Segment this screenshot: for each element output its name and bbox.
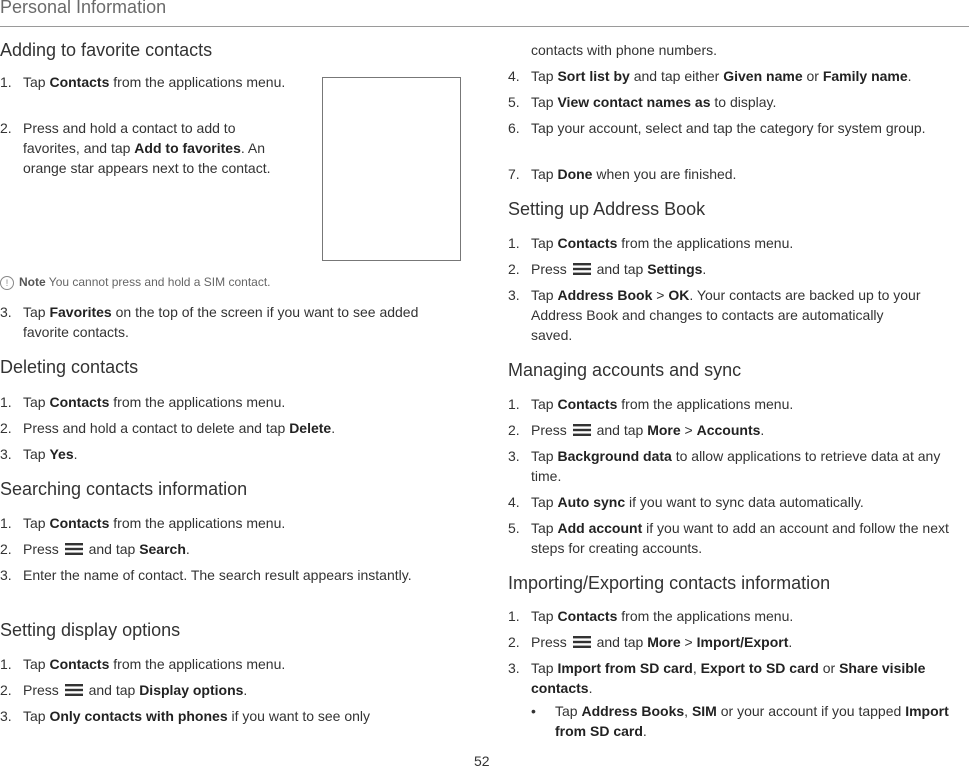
screenshot-placeholder: [322, 77, 461, 261]
menu-icon: [572, 262, 592, 276]
step-6: 6. Tap your account, select and tap the category for system group.: [508, 120, 926, 136]
menu-icon: [572, 423, 592, 437]
step-3: 3. Tap Yes.: [0, 446, 78, 462]
step-2: 2. Press and tap More > Import/Export.: [508, 634, 793, 650]
step-7: 7. Tap Done when you are finished.: [508, 166, 737, 182]
step-2: 2. Press and tap More > Accounts.: [508, 422, 765, 438]
step-3: 3. Tap Only contacts with phones if you want to see only: [0, 708, 371, 724]
heading-adding-favorites: Adding to favorite contacts: [0, 40, 213, 60]
continued-text: contacts with phone numbers.: [531, 42, 717, 58]
heading-display-options: Setting display options: [0, 620, 181, 640]
step-1: 1. Tap Contacts from the applications menu.: [508, 396, 794, 412]
step-2: 2. Press and tap Search.: [0, 541, 190, 557]
step-1: 1. Tap Contacts from the applications menu.: [508, 235, 794, 251]
step-4: 4. Tap Auto sync if you want to sync data automatically.: [508, 494, 864, 510]
step-1: 1. Tap Contacts from the applications menu.: [508, 608, 794, 624]
step-1: 1. Tap Contacts from the applications menu.: [0, 394, 286, 410]
heading-import-export: Importing/Exporting contacts information: [508, 573, 831, 593]
menu-icon: [572, 635, 592, 649]
step-3: 3. Enter the name of contact. The search result appears instantly.: [0, 567, 412, 583]
heading-accounts-sync: Managing accounts and sync: [508, 360, 742, 380]
step-3: 3. Tap Favorites on the top of the screen if you want to see added favorite contacts.: [0, 304, 419, 340]
step-2: 2. Press and tap Display options.: [0, 682, 248, 698]
heading-address-book: Setting up Address Book: [508, 199, 706, 219]
header-title: Personal Information: [0, 0, 167, 17]
step-3: 3. Tap Background data to allow applications to retrieve data at any time.: [508, 448, 941, 484]
step-5: 5. Tap Add account if you want to add an account and follow the next steps for creating accounts.: [508, 520, 949, 556]
menu-icon: [64, 683, 84, 697]
step-3: 3. Tap Address Book > OK. Your contacts are backed up to your Address Book and changes to contacts are automatically saved.: [508, 287, 921, 343]
page-number: 52: [474, 753, 490, 769]
step-2: 2. Press and tap Settings.: [508, 261, 707, 277]
bullet-item: • Tap Address Books, SIM or your account if you tapped Import from SD card.: [531, 703, 949, 739]
heading-searching-contacts: Searching contacts information: [0, 479, 248, 499]
step-1: 1. Tap Contacts from the applications menu.: [0, 656, 286, 672]
step-4: 4. Tap Sort list by and tap either Given name or Family name.: [508, 68, 912, 84]
page-header: [0, 0, 969, 27]
menu-icon: [64, 542, 84, 556]
step-3: 3. Tap Import from SD card, Export to SD card or Share visible contacts.: [508, 660, 926, 696]
step-1: 1. Tap Contacts from the applications menu.: [0, 515, 286, 531]
step-2: 2. Press and hold a contact to delete and tap Delete.: [0, 420, 336, 436]
step-5: 5. Tap View contact names as to display.: [508, 94, 777, 110]
step-1: 1. Tap Contacts from the applications menu.: [0, 74, 286, 90]
step-2: 2. Press and hold a contact to add to favorites, and tap Add to favorites. An orange star appears next to the contact.: [0, 120, 271, 176]
heading-deleting-contacts: Deleting contacts: [0, 357, 139, 377]
info-icon: !: [0, 276, 14, 290]
note: ! Note You cannot press and hold a SIM contact.: [0, 275, 271, 290]
